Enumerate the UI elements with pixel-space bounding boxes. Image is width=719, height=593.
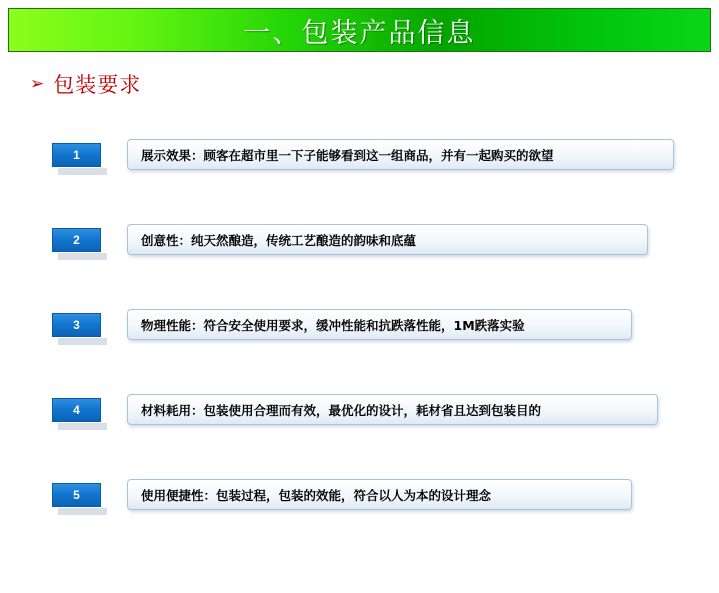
number-badge: 3 [52,313,101,337]
list-item [0,301,719,386]
page-title: 一、包装产品信息 [243,17,476,49]
number-badge-shadow [58,168,107,175]
requirement-text-box [127,479,632,510]
requirement-text: 展示效果：顾客在超市里一下子能够看到这一组商品，并有一起购买的欲望 [141,147,554,163]
arrow-bullet-icon: ➢ [30,73,45,94]
requirement-text: 材料耗用：包装使用合理而有效，最优化的设计，耗材省且达到包装目的 [141,402,542,418]
number-badge-shadow [58,423,107,430]
number-badge: 2 [52,228,101,252]
section-heading [30,70,141,98]
requirement-list [0,131,719,556]
number-badge-shadow [58,253,107,260]
requirement-text-box [127,309,632,340]
number-badge: 1 [52,143,101,167]
section-heading-label: 包装要求 [53,73,142,97]
requirement-text: 创意性：纯天然酿造，传统工艺酿造的韵味和底蕴 [141,232,417,248]
requirement-text-box [127,139,674,170]
number-badge-shadow [58,508,107,515]
requirement-text: 使用便捷性：包装过程，包装的效能，符合以人为本的设计理念 [141,487,492,503]
number-badge-shadow [58,338,107,345]
requirement-text: 物理性能：符合安全使用要求，缓冲性能和抗跌落性能，1M跌落实验 [141,317,525,333]
list-item [0,216,719,301]
list-item [0,471,719,556]
number-badge: 4 [52,398,101,422]
list-item [0,131,719,216]
list-item [0,386,719,471]
number-badge: 5 [52,483,101,507]
slide-title-banner [8,8,711,52]
requirement-text-box [127,224,648,255]
requirement-text-box [127,394,658,425]
